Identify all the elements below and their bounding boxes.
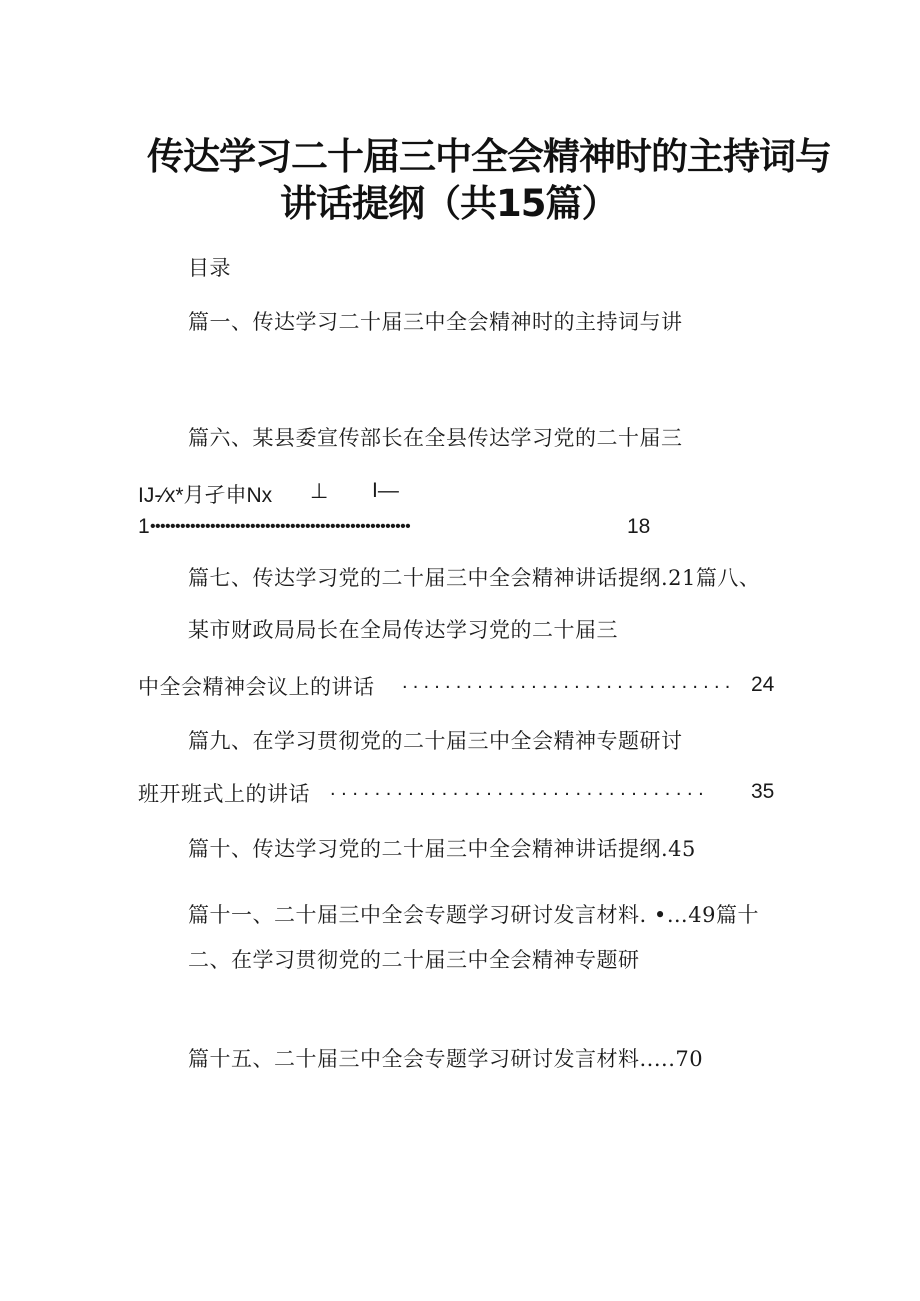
toc-heading: 目录	[188, 256, 231, 280]
toc-page-number: 18	[627, 515, 651, 538]
toc-garbled-text-a: IJ-⁄x*月孑申Nx	[138, 484, 273, 507]
toc-item-6: 篇六、某县委宣传部长在全县传达学习党的二十届三	[188, 426, 683, 450]
toc-item-7: 篇七、传达学习党的二十届三中全会精神讲话提纲.21篇八、	[188, 566, 761, 590]
toc-bullet-prefix: 1	[138, 515, 150, 538]
toc-leader-dots: ...............................	[402, 671, 736, 693]
toc-page-number: 24	[751, 673, 775, 696]
toc-item-12: 二、在学习贯彻党的二十届三中全会精神专题研	[188, 948, 640, 972]
document-title-line-2: 讲话提纲（共15篇）	[280, 182, 618, 225]
toc-page-number: 35	[751, 780, 775, 803]
toc-item-8-end: 中全会精神会议上的讲话	[138, 675, 375, 699]
document-title-line-1: 传达学习二十届三中全会精神时的主持词与	[147, 135, 831, 178]
toc-item-9-end: 班开班式上的讲话	[138, 782, 310, 806]
toc-item-11: 篇十一、二十届三中全会专题学习研讨发言材料. •…49篇十	[188, 903, 759, 927]
toc-garbled-text-c: I—	[372, 479, 399, 502]
toc-item-1: 篇一、传达学习二十届三中全会精神时的主持词与讲	[188, 310, 683, 334]
toc-item-10: 篇十、传达学习党的二十届三中全会精神讲话提纲.45	[188, 837, 696, 861]
toc-item-8: 某市财政局局长在全局传达学习党的二十届三	[188, 618, 618, 642]
toc-item-9: 篇九、在学习贯彻党的二十届三中全会精神专题研讨	[188, 729, 683, 753]
toc-leader-dots: ..................................	[330, 778, 710, 800]
toc-item-15: 篇十五、二十届三中全会专题学习研讨发言材料.....70	[188, 1047, 704, 1071]
toc-bullet-leader: ••••••••••••••••••••••••••••••••••••••••••••••••••••	[150, 518, 411, 535]
toc-garbled-text-b: ⊥	[310, 480, 329, 503]
